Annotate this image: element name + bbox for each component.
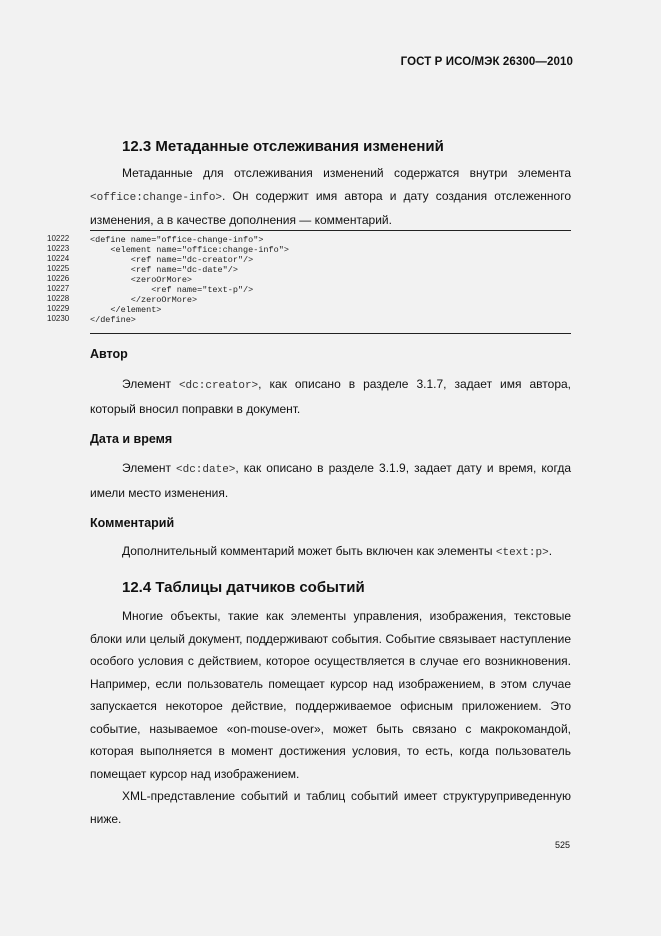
- line-number: 10223: [47, 244, 70, 253]
- subheading-author: Автор: [90, 347, 128, 361]
- inline-code: <dc:date>: [176, 464, 236, 476]
- code-listing: [90, 230, 571, 334]
- code-line-numbers: [47, 234, 77, 324]
- line-number: 10226: [47, 274, 70, 283]
- author-paragraph: [90, 373, 571, 420]
- inline-code: <dc:creator>: [178, 380, 259, 392]
- line-number: 10227: [47, 284, 70, 293]
- section-12-3-paragraph: [90, 162, 571, 232]
- section-heading-12-4: 12.4 Таблицы датчиков событий: [122, 579, 365, 596]
- text-run: .: [548, 544, 553, 558]
- page-header: ГОСТ Р ИСО/МЭК 26300—2010: [400, 56, 573, 68]
- line-number: 10222: [47, 234, 70, 243]
- section-12-4-paragraphs: [90, 605, 571, 830]
- subheading-comment: Комментарий: [90, 516, 175, 530]
- code-line: </element>: [90, 305, 162, 315]
- code-line: <element name="office:change-info">: [90, 245, 289, 255]
- section-12-4-paragraph-1: Многие объекты, такие как элементы управления, изображения, текстовые блоки или целый документ, поддерживают события. Событие связывает наступление особого условия с действием, которое осуществляется в случае его возникновения. Например, если пользователь помещает курсор над изображением, в этом случае запускается некоторое действие, поддерживаемое офисным приложением. Это событие, называемое «on-mouse-over», может быть связано с макрокомандой, которая выполняется в момент достижения условия, то есть, когда пользователь помещает курсор над изображением.: [90, 609, 571, 781]
- inline-code: <office:change-info>: [90, 191, 223, 204]
- code-line: </define>: [90, 315, 136, 325]
- line-number: 10228: [47, 294, 70, 303]
- line-number: 10230: [47, 314, 70, 323]
- code-line: <zeroOrMore>: [90, 275, 193, 285]
- line-number: 10224: [47, 254, 70, 263]
- line-number: 10229: [47, 304, 70, 313]
- text-run: Элемент: [122, 461, 176, 475]
- text-run: Дополнительный комментарий может быть включен как элементы: [122, 544, 496, 558]
- text-run: , как описано в разделе 3.1.7, задает имя автора, который вносил поправки в документ.: [90, 377, 571, 416]
- text-run: . Он содержит имя автора и дату создания отслеженного изменения, а в качестве дополнения — комментарий.: [90, 188, 571, 227]
- text-run: Элемент: [122, 377, 179, 391]
- page-number: 525: [554, 840, 570, 850]
- subheading-datetime: Дата и время: [90, 432, 173, 446]
- text-run: , как описано в разделе 3.1.9, задает дату и время, когда имели место изменения.: [90, 461, 571, 500]
- code-line: <ref name="dc-creator"/>: [90, 255, 254, 265]
- code-line: <ref name="dc-date"/>: [90, 265, 238, 275]
- code-line: <define name="office-change-info">: [90, 235, 264, 245]
- inline-code: <text:p>: [495, 547, 549, 559]
- datetime-paragraph: [90, 457, 571, 504]
- code-line: <ref name="text-p"/>: [90, 285, 254, 295]
- code-line: </zeroOrMore>: [90, 295, 198, 305]
- line-number: 10225: [47, 264, 70, 273]
- section-12-4-paragraph-2: XML-представление событий и таблиц событий имеет структуруприведенную ниже.: [90, 789, 571, 826]
- comment-paragraph: [90, 540, 571, 565]
- section-heading-12-3: 12.3 Метаданные отслеживания изменений: [122, 138, 444, 155]
- text-run: Метаданные для отслеживания изменений содержатся внутри элемента: [122, 166, 571, 180]
